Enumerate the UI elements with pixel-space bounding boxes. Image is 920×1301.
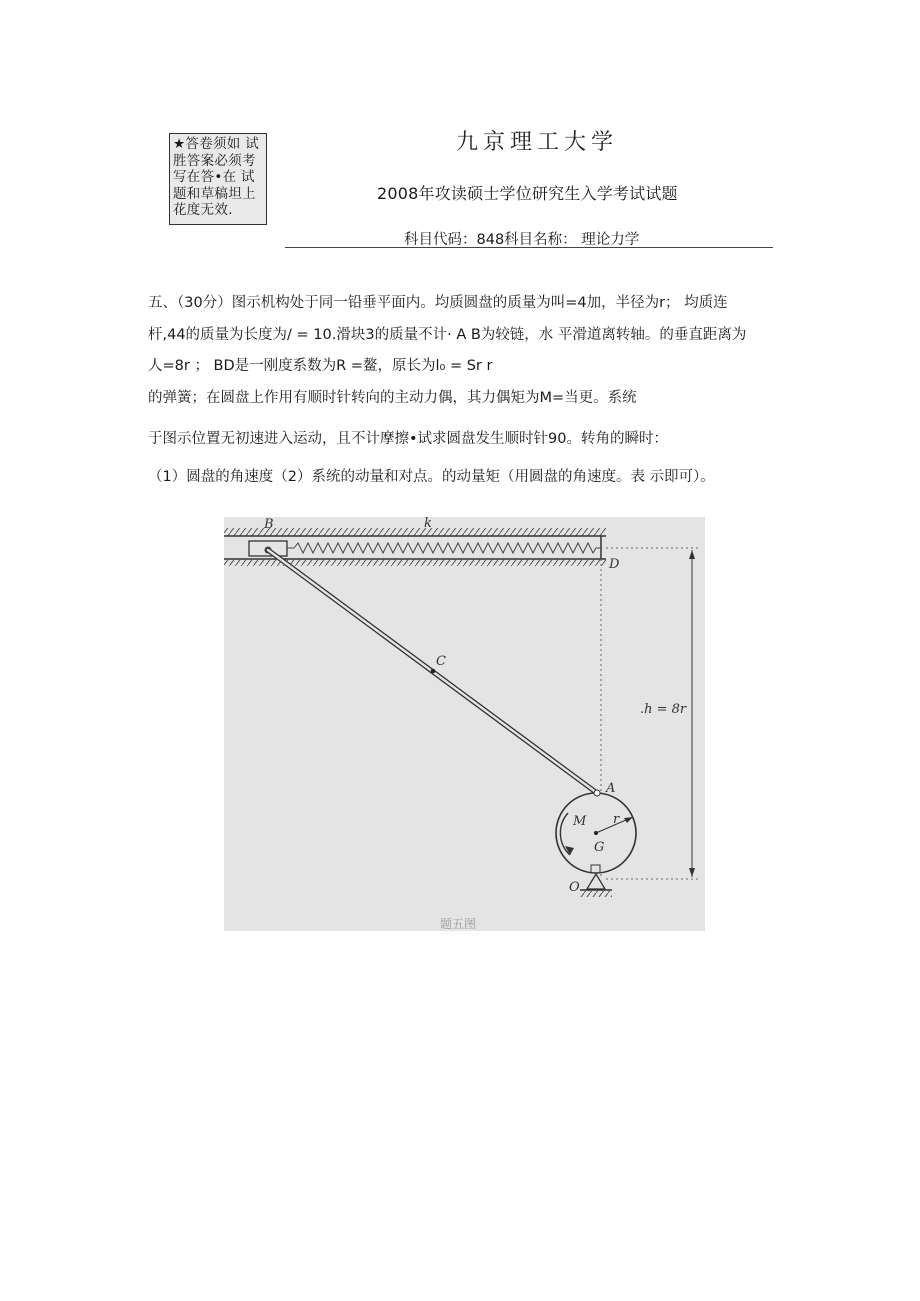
question-line-4: 的弹簧；在圆盘上作用有顺时针转向的主动力偶，其力偶矩为M=当更。系统 (148, 390, 637, 406)
mechanism-figure (224, 517, 705, 931)
label-k: k (424, 517, 432, 531)
label-d: D (609, 557, 620, 572)
notice-line: 胜答案必须考 (173, 152, 256, 169)
spring-bd (287, 543, 601, 553)
question-line-5: 于图示位置无初速进入运动，且不计摩擦•试求圆盘发生顺时针90。转角的瞬时： (148, 431, 669, 447)
subject-line: 科目代码：848科目名称： 理论力学 (404, 232, 640, 248)
header-divider (285, 247, 773, 248)
mechanism-diagram (224, 517, 705, 931)
label-g: G (594, 840, 605, 855)
h-arrow-top (689, 550, 695, 559)
university-name: 九京理工大学 (456, 130, 619, 155)
label-b: B (264, 517, 274, 532)
figure-caption: 题五图 (440, 917, 477, 931)
rod-center-c (431, 669, 436, 674)
support-o (587, 874, 605, 889)
question-line-6: （1）圆盘的角速度（2）系统的动量和对点。的动量矩（用圆盘的角速度。表 示即可）。 (148, 469, 715, 485)
label-c: C (436, 654, 446, 669)
notice-line: ★答卷须如 试 (173, 136, 259, 152)
exam-title: 2008年攻读硕士学位研究生入学考试试题 (377, 184, 678, 203)
hinge-a (594, 790, 600, 796)
label-h: .h = 8r (640, 702, 687, 717)
ground-hatch (580, 891, 612, 897)
exam-notice-box (169, 133, 267, 225)
h-arrow-bottom (689, 868, 695, 877)
notice-line: 题和草稿坦上 (173, 185, 256, 202)
notice-line: 写在答•在 试 (173, 169, 255, 185)
label-o: O (569, 880, 580, 895)
question-line-3: 人=8r ； BD是一刚度系数为R =鳌，原长为l₀ = Sr r (148, 358, 493, 374)
label-a: A (606, 781, 616, 796)
label-m: M (573, 814, 587, 829)
notice-line: 花度无效. (173, 202, 233, 218)
upper-guide-hatch (224, 528, 606, 536)
question-line-2: 杆,44的质量为长度为/ = 10.滑块3的质量不计· A B为较链，水 平滑道离转轴。的垂直距离为 (148, 327, 747, 343)
question-line-1: 五、（30分）图示机构处于同一铅垂平面内。均质圆盘的质量为叫=4加，半径为r； 均质连 (148, 295, 728, 311)
label-r: r (613, 812, 620, 827)
